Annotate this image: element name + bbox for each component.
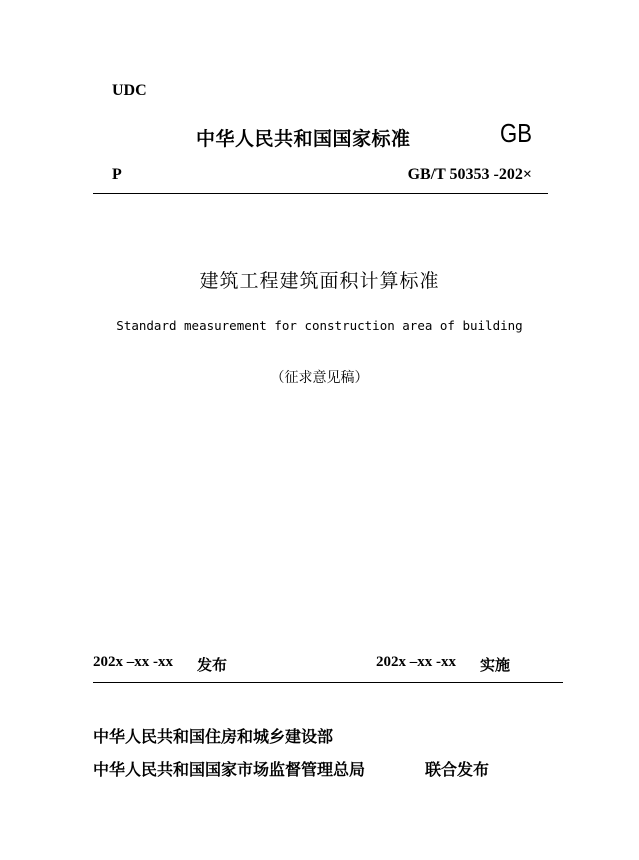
classification-code: P [112,166,122,183]
footer-divider [93,682,563,683]
implementation-label: 实施 [480,658,511,674]
publisher-ministry-housing: 中华人民共和国住房和城乡建设部 [93,729,334,746]
document-title-chinese: 建筑工程建筑面积计算标准 [199,270,440,292]
udc-label: UDC [112,82,147,99]
implementation-date: 202x –xx -xx [376,654,456,670]
draft-status: （征求意见稿） [270,370,369,386]
issue-date: 202x –xx -xx [93,654,173,670]
issue-label: 发布 [197,658,228,674]
standard-type-heading: 中华人民共和国国家标准 [196,129,411,150]
publisher-market-regulation: 中华人民共和国国家市场监督管理总局 [93,762,366,779]
header-divider [93,193,548,194]
standard-number: GB/T 50353 -202× [407,166,532,183]
document-title-english: Standard measurement for construction area of building [116,318,523,333]
joint-release-label: 联合发布 [425,762,490,779]
gb-mark: GB [500,118,532,148]
